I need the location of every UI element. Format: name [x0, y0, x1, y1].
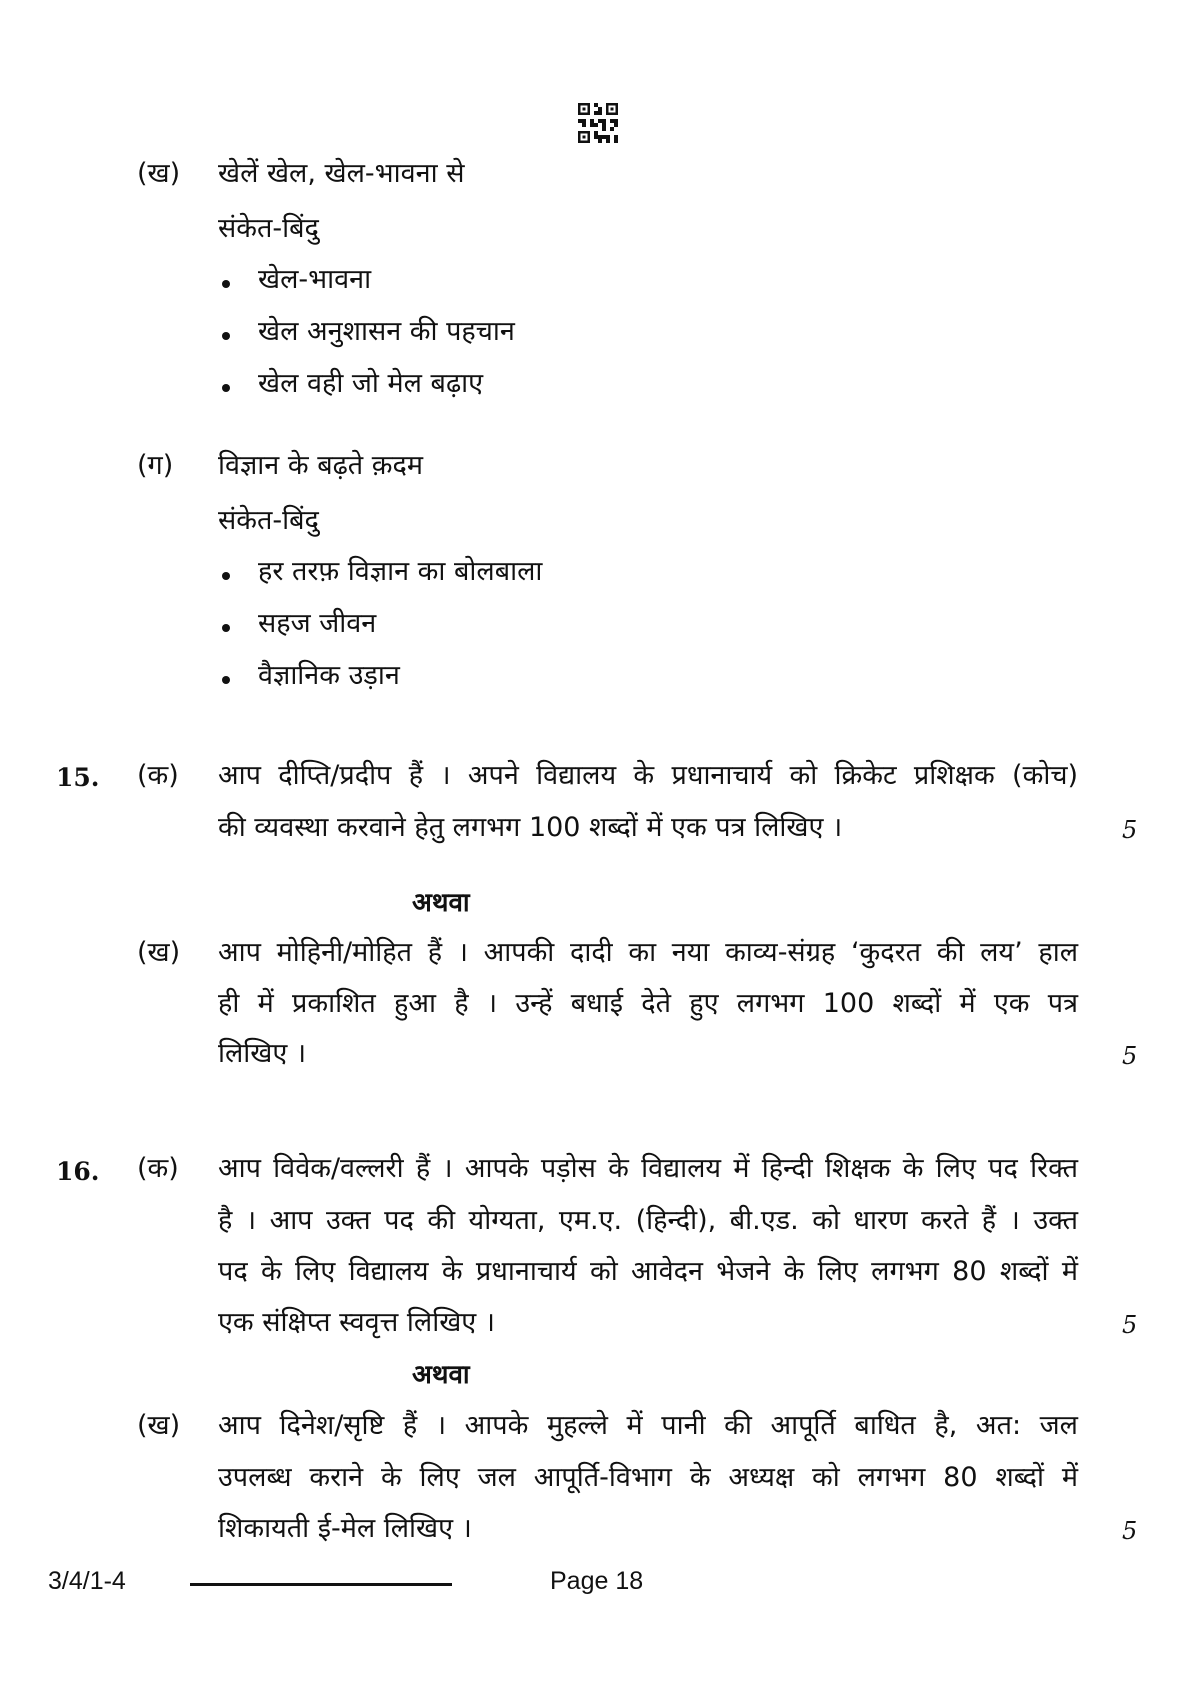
question-text-line: ही में प्रकाशित हुआ है । उन्हें बधाई देते हुए लगभग 100 शब्दों में एक पत्र	[218, 988, 1078, 1019]
question-text-line: एक संक्षिप्त स्ववृत्त लिखिए ।	[218, 1307, 496, 1338]
hint-point: खेल-भावना	[258, 264, 372, 295]
bullet-icon	[222, 624, 230, 632]
bullet-icon	[222, 572, 230, 580]
hints-label: संकेत-बिंदु	[218, 213, 319, 244]
option-label: (ख)	[137, 1410, 181, 1441]
or-divider: अथवा	[412, 888, 470, 918]
question-text-line: आप दिनेश/सृष्टि हैं । आपके मुहल्ले में पानी की आपूर्ति बाधित है, अत: जल	[218, 1410, 1078, 1441]
page-number: Page 18	[550, 1567, 644, 1595]
option-label: (क)	[137, 760, 179, 791]
bullet-icon	[222, 384, 230, 392]
question-text-line: की व्यवस्था करवाने हेतु लगभग 100 शब्दों में एक पत्र लिखिए ।	[218, 812, 843, 843]
footer-rule	[190, 1583, 452, 1586]
question-text-line: है । आप उक्त पद की योग्यता, एम.ए. (हिन्दी), बी.एड. को धारण करते हैं । उक्त	[218, 1205, 1078, 1236]
question-number: 15.	[56, 763, 100, 792]
option-label: (ग)	[137, 450, 174, 481]
hint-point: खेल अनुशासन की पहचान	[258, 316, 515, 347]
question-text-line: शिकायती ई-मेल लिखिए ।	[218, 1513, 472, 1544]
option-label: (क)	[137, 1153, 179, 1184]
marks: 5	[1122, 1311, 1138, 1339]
marks: 5	[1122, 816, 1138, 844]
question-text-line: उपलब्ध कराने के लिए जल आपूर्ति-विभाग के अध्यक्ष को लगभग 80 शब्दों में	[218, 1462, 1078, 1493]
or-divider: अथवा	[412, 1360, 470, 1390]
marks: 5	[1122, 1042, 1138, 1070]
question-text-line: पद के लिए विद्यालय के प्रधानाचार्य को आवेदन भेजने के लिए लगभग 80 शब्दों में	[218, 1256, 1078, 1287]
option-label: (ख)	[137, 158, 181, 189]
hints-label: संकेत-बिंदु	[218, 505, 319, 536]
question-text-line: लिखिए ।	[218, 1038, 307, 1069]
question-number: 16.	[56, 1157, 100, 1186]
essay-title: खेलें खेल, खेल-भावना से	[218, 158, 465, 189]
option-label: (ख)	[137, 937, 181, 968]
qr-code-icon	[578, 103, 618, 143]
bullet-icon	[222, 676, 230, 684]
hint-point: हर तरफ़ विज्ञान का बोलबाला	[258, 556, 543, 587]
bullet-icon	[222, 280, 230, 288]
bullet-icon	[222, 332, 230, 340]
hint-point: वैज्ञानिक उड़ान	[258, 660, 400, 691]
hint-point: सहज जीवन	[258, 608, 377, 639]
question-text-line: आप विवेक/वल्लरी हैं । आपके पड़ोस के विद्यालय में हिन्दी शिक्षक के लिए पद रिक्त	[218, 1153, 1078, 1184]
question-text-line: आप मोहिनी/मोहित हैं । आपकी दादी का नया काव्य-संग्रह ‘कुदरत की लय’ हाल	[218, 937, 1078, 968]
hint-point: खेल वही जो मेल बढ़ाए	[258, 368, 484, 399]
marks: 5	[1122, 1517, 1138, 1545]
question-text-line: आप दीप्ति/प्रदीप हैं । अपने विद्यालय के प्रधानाचार्य को क्रिकेट प्रशिक्षक (कोच)	[218, 760, 1078, 791]
essay-title: विज्ञान के बढ़ते क़दम	[218, 450, 424, 481]
paper-code: 3/4/1-4	[48, 1567, 126, 1595]
